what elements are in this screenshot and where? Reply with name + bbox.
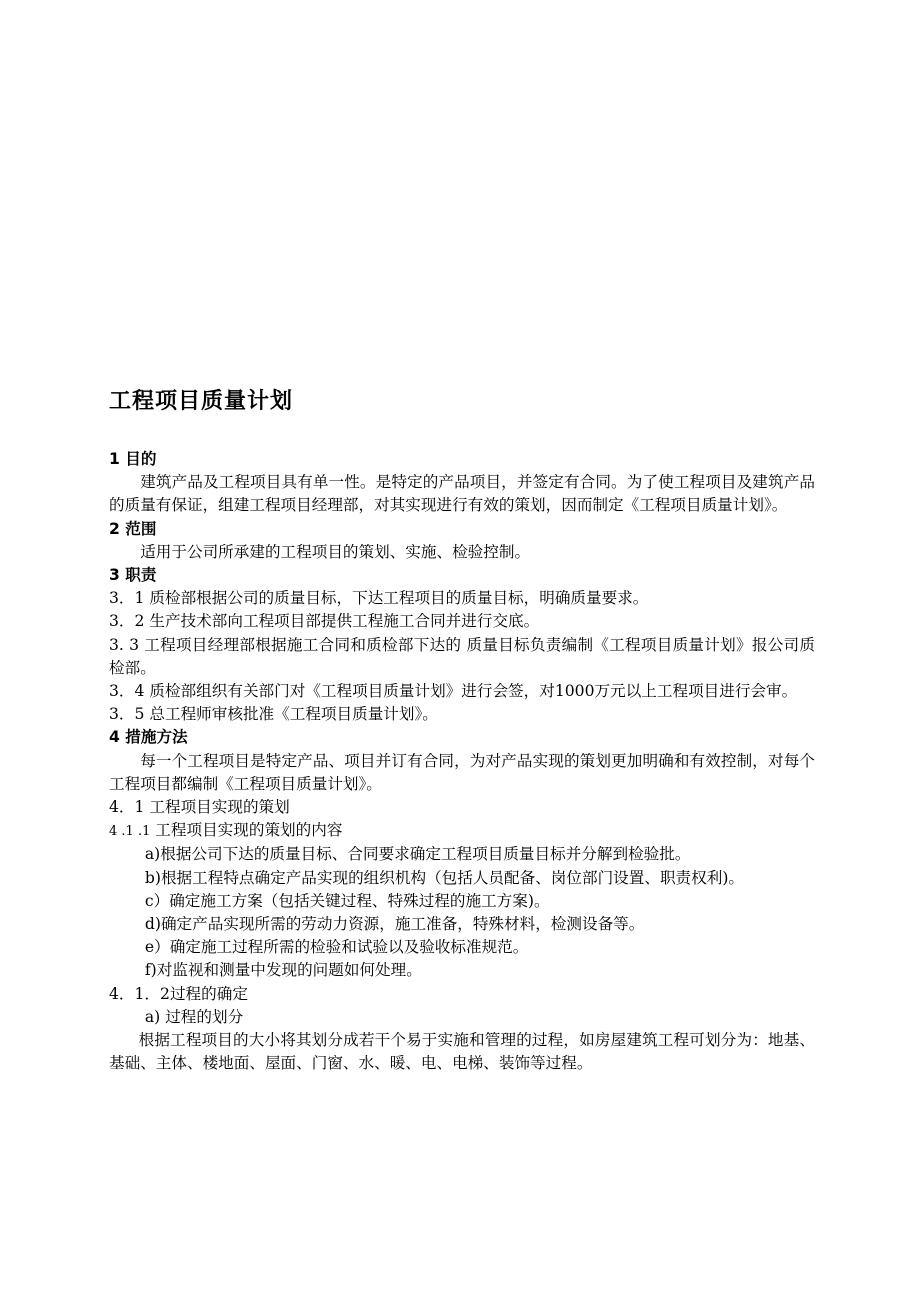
sub-item-a: a) 过程的划分 (144, 1007, 244, 1026)
list-item-b: b)根据工程特点确定产品实现的组织机构（包括人员配备、岗位部门设置、职责权利)。 (144, 868, 744, 887)
clause-3-3: 3. 3 工程项目经理部根据施工合同和质检部下达的 质量目标负责编制《工程项目质量计划》报公司质检部。 (109, 635, 815, 677)
clause-4-1-1 (109, 819, 815, 843)
clause-3-5: 3．5 总工程师审核批准《工程项目质量计划》。 (109, 705, 438, 724)
section-heading-purpose: 1 目的 (109, 450, 157, 468)
clause-4-1: 4．1 工程项目实现的策划 (109, 798, 290, 817)
list-item-c: c）确定施工方案（包括关键过程、特殊过程的施工方案)。 (144, 891, 550, 910)
section-heading-scope: 2 范围 (109, 519, 157, 538)
clause-3-4: 3．4 质检部组织有关部门对《工程项目质量计划》进行会签，对1000万元以上工程项目进行会审。 (109, 682, 798, 701)
list-item-a: a)根据公司下达的质量目标、合同要求确定工程项目质量目标并分解到检验批。 (144, 845, 691, 864)
paragraph-scope: 适用于公司所承建的工程项目的策划、实施、检验控制。 (140, 542, 531, 561)
paragraph-measures: 每一个工程项目是特定产品、项目并订有合同，为对产品实现的策划更加明确和有效控制，对每个工程项目都编制《工程项目质量计划》。 (109, 751, 815, 793)
list-item-f: f)对监视和测量中发现的问题如何处理。 (144, 961, 422, 980)
document-title: 工程项目质量计划 (109, 389, 294, 414)
paragraph-purpose: 建筑产品及工程项目具有单一性。是特定的产品项目，并签定有合同。为了使工程项目及建筑产品的质量有保证，组建工程项目经理部，对其实现进行有效的策划，因而制定《工程项目质量计划》。 (109, 473, 815, 515)
document-body (109, 448, 815, 1075)
paragraph-process-division: 根据工程项目的大小将其划分成若干个易于实施和管理的过程，如房屋建筑工程可划分为：地基、基础、主体、楼地面、屋面、门窗、水、暖、电、电梯、装饰等过程。 (109, 1031, 815, 1073)
list-item-d: d)确定产品实现所需的劳动力资源，施工准备，特殊材料，检测设备等。 (144, 915, 645, 934)
section-heading-responsibility: 3 职责 (109, 566, 157, 585)
clause-3-1: 3．1 质检部根据公司的质量目标，下达工程项目的质量目标，明确质量要求。 (109, 589, 649, 608)
clause-4-1-2: 4．1．2过程的确定 (109, 984, 248, 1003)
clause-4-1-1-number: 4 .1 .1 (109, 824, 151, 840)
section-heading-measures: 4 措施方法 (109, 728, 188, 747)
list-item-e: e）确定施工过程所需的检验和试验以及验收标准规范。 (144, 938, 529, 957)
clause-3-2: 3．2 生产技术部向工程项目部提供工程施工合同并进行交底。 (109, 612, 540, 631)
clause-4-1-1-text: 工程项目实现的策划的内容 (150, 821, 343, 840)
